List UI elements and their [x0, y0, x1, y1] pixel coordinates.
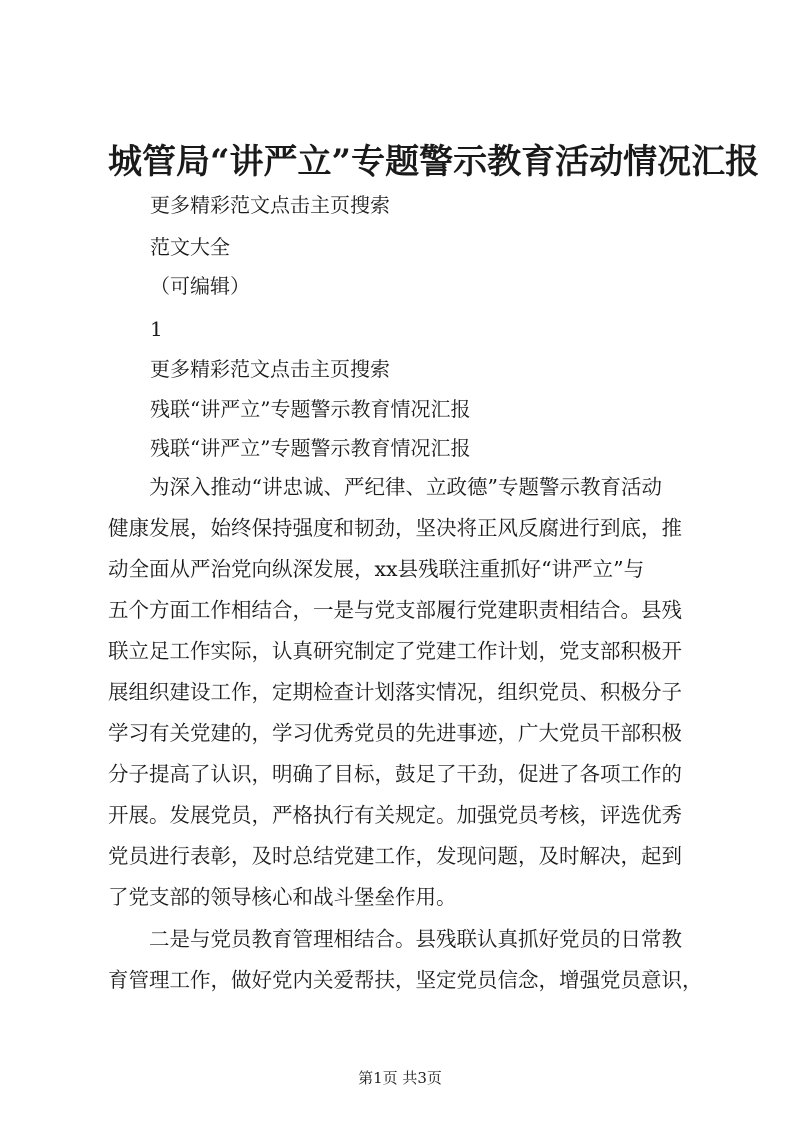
- header-line-more-link-2: 更多精彩范文点击主页搜索: [150, 357, 390, 381]
- paragraph-line: 联立足工作实际，认真研究制定了党建工作计划，党支部积极开: [108, 639, 682, 663]
- paragraph-line: 党员进行表彰，及时总结党建工作，发现问题，及时解决，起到: [108, 844, 682, 868]
- paragraph-line: 健康发展，始终保持强度和韧劲，坚决将正风反腐进行到底，推: [108, 516, 682, 540]
- subtitle-line-1: 残联“讲严立”专题警示教育情况汇报: [150, 397, 471, 421]
- header-line-editable: （可编辑）: [150, 274, 250, 298]
- header-line-number: 1: [150, 317, 163, 341]
- paragraph-line: 动全面从严治党向纵深发展，xx县残联注重抓好“讲严立”与: [108, 557, 645, 581]
- header-line-category: 范文大全: [150, 235, 230, 259]
- subtitle-line-2: 残联“讲严立”专题警示教育情况汇报: [150, 436, 471, 460]
- paragraph-line: 育管理工作，做好党内关爱帮扶，坚定党员信念，增强党员意识，: [108, 968, 703, 992]
- paragraph-line: 为深入推动“讲忠诚、严纪律、立政德”专题警示教育活动: [149, 475, 662, 499]
- paragraph-line: 展组织建设工作，定期检查计划落实情况，组织党员、积极分子: [108, 680, 682, 704]
- header-line-more-link: 更多精彩范文点击主页搜索: [150, 193, 390, 217]
- paragraph-line: 五个方面工作相结合，一是与党支部履行党建职责相结合。县残: [108, 598, 682, 622]
- paragraph-line: 了党支部的领导核心和战斗堡垒作用。: [108, 885, 457, 909]
- body-paragraph-2: [108, 919, 708, 1001]
- paragraph-line: 开展。发展党员，严格执行有关规定。加强党员考核，评选优秀: [108, 803, 682, 827]
- paragraph-line: 分子提高了认识，明确了目标，鼓足了干劲，促进了各项工作的: [108, 762, 682, 786]
- paragraph-line: 学习有关党建的，学习优秀党员的先进事迹，广大党员干部积极: [108, 721, 682, 745]
- page-footer: 第1页 共3页: [358, 1069, 442, 1087]
- body-paragraph-1: [108, 467, 708, 918]
- paragraph-line: 二是与党员教育管理相结合。县残联认真抓好党员的日常教: [149, 927, 682, 951]
- document-title: 城管局“讲严立”专题警示教育活动情况汇报: [108, 142, 760, 182]
